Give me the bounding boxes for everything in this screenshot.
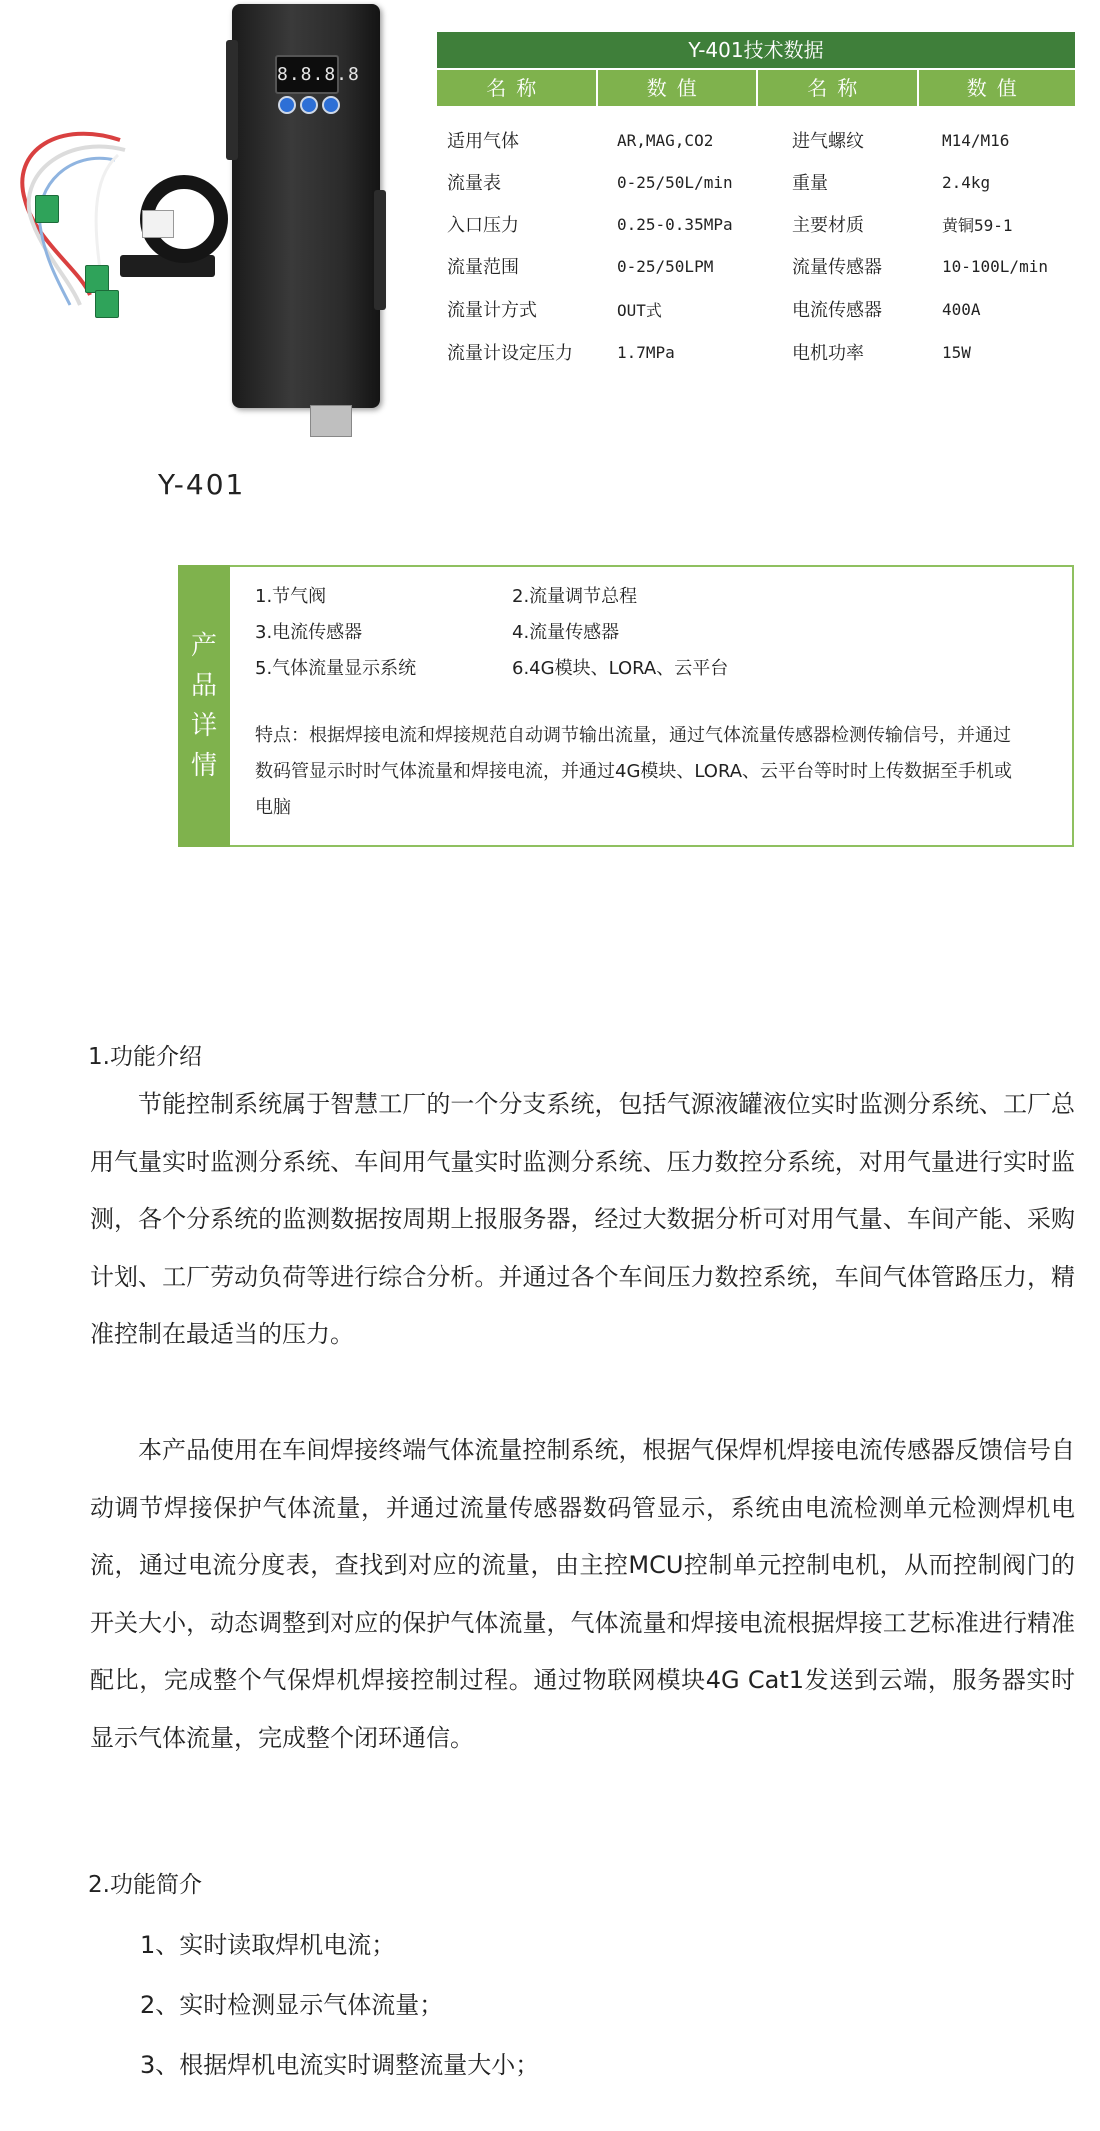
spec-value: 400A xyxy=(942,299,981,319)
table-row xyxy=(447,119,1082,161)
spec-value: M14/M16 xyxy=(942,130,1010,150)
list-item: 2、实时检测显示气体流量； xyxy=(140,1991,444,2019)
header-cell: 数值 xyxy=(966,76,1027,100)
spec-value: 黄铜59-1 xyxy=(942,215,1013,235)
spec-value: 10-100L/min xyxy=(942,256,1048,276)
green-connector-icon xyxy=(95,290,119,318)
spec-value: 15W xyxy=(942,342,971,362)
spec-name: 流量传感器 xyxy=(792,257,882,278)
spec-name: 进气螺纹 xyxy=(792,131,864,152)
feature-item: 6.4G模块、LORA、云平台 xyxy=(512,658,729,679)
paragraph xyxy=(90,1076,1075,1364)
spec-name: 流量范围 xyxy=(447,257,519,278)
table-row xyxy=(447,288,1082,330)
feature-item: 3.电流传感器 xyxy=(255,622,363,643)
table-row xyxy=(447,331,1082,373)
device-ridge xyxy=(374,190,386,310)
sensor-wires-icon xyxy=(0,110,140,310)
green-connector-icon xyxy=(35,195,59,223)
paragraph-text: 节能控制系统属于智慧工厂的一个分支系统，包括气源液罐液位实时监测分系统、工厂总用气量实时监测分系统、车间用气量实时监测分系统、压力数控分系统，对用气量进行实时监测，各个分系统的监测数据按周期上报服务器，经过大数据分析可对用气量、车间产能、采购计划、工厂劳动负荷等进行综合分析。并通过各个车间压力数控系统，车间气体管路压力，精准控制在最适当的压力。 xyxy=(90,1090,1075,1348)
sensor-sticker xyxy=(142,210,174,238)
model-caption: Y-401 xyxy=(158,468,246,501)
spec-value: 0.25-0.35MPa xyxy=(617,214,733,234)
table-row xyxy=(447,203,1082,245)
product-image xyxy=(0,0,420,420)
header-cell: 数值 xyxy=(598,70,759,106)
spec-name: 电流传感器 xyxy=(792,300,882,321)
spec-table-title: Y-401技术数据 xyxy=(437,32,1075,68)
spec-name: 流量计方式 xyxy=(447,300,537,321)
side-label-char: 详 xyxy=(190,711,217,741)
spec-table-header xyxy=(437,70,1075,106)
spec-value: 0-25/50LPM xyxy=(617,256,714,276)
knob-icon xyxy=(300,96,318,114)
paragraph-text: 本产品使用在车间焊接终端气体流量控制系统，根据气保焊机焊接电流传感器反馈信号自动调节焊接保护气体流量，并通过流量传感器数码管显示，系统由电流检测单元检测焊机电流，通过电流分度表，查找到对应的流量，由主控MCU控制单元控制电机，从而控制阀门的开关大小，动态调整到对应的保护气体流量，气体流量和焊接电流根据焊接工艺标准进行精准配比，完成整个气保焊机焊接控制过程。通过物联网模块4G Cat1发送到云端，服务器实时显示气体流量，完成整个闭环通信。 xyxy=(90,1436,1075,1752)
gas-fitting xyxy=(310,405,352,437)
feature-item: 1.节气阀 xyxy=(255,586,327,607)
header-cell: 名称 xyxy=(758,70,919,106)
green-connector-icon xyxy=(85,265,109,293)
device-ridge xyxy=(226,40,238,160)
feature-item: 5.气体流量显示系统 xyxy=(255,658,417,679)
feature-description: 特点：根据焊接电流和焊接规范自动调节输出流量，通过气体流量传感器检测传输信号，并通过数码管显示时时气体流量和焊接电流，并通过4G模块、LORA、云平台等时时上传数据至手机或电脑 xyxy=(255,725,1013,818)
feature-item: 2.流量调节总程 xyxy=(512,586,638,607)
section-title: 2.功能简介 xyxy=(88,1872,202,1898)
spec-name: 入口压力 xyxy=(447,215,519,236)
side-label-char: 品 xyxy=(190,671,217,701)
spec-name: 重量 xyxy=(792,173,828,194)
product-details-label xyxy=(178,565,230,847)
spec-name: 流量计设定压力 xyxy=(447,343,573,364)
spec-value: 1.7MPa xyxy=(617,342,675,362)
header-cell: 名称 xyxy=(437,70,598,106)
table-row xyxy=(447,161,1082,203)
spec-name: 流量表 xyxy=(447,173,501,194)
side-label-char: 情 xyxy=(190,751,217,781)
list-item: 1、实时读取焊机电流； xyxy=(140,1931,396,1959)
spec-name: 适用气体 xyxy=(447,131,519,152)
spec-name: 电机功率 xyxy=(792,343,864,364)
digital-display: 8.8.8.8 xyxy=(275,55,339,94)
spec-name: 主要材质 xyxy=(792,215,864,236)
spec-value: 2.4kg xyxy=(942,172,991,192)
side-label-char: 产 xyxy=(190,631,217,661)
spec-value: 0-25/50L/min xyxy=(617,172,733,192)
table-row xyxy=(447,245,1082,287)
list-item: 3、根据焊机电流实时调整流量大小； xyxy=(140,2051,540,2079)
spec-value: OUT式 xyxy=(617,300,662,320)
paragraph xyxy=(90,1422,1075,1767)
spec-value: AR,MAG,CO2 xyxy=(617,130,714,150)
section-title: 1.功能介绍 xyxy=(88,1044,202,1070)
feature-item: 4.流量传感器 xyxy=(512,622,620,643)
knob-icon xyxy=(278,96,296,114)
knob-icon xyxy=(322,96,340,114)
